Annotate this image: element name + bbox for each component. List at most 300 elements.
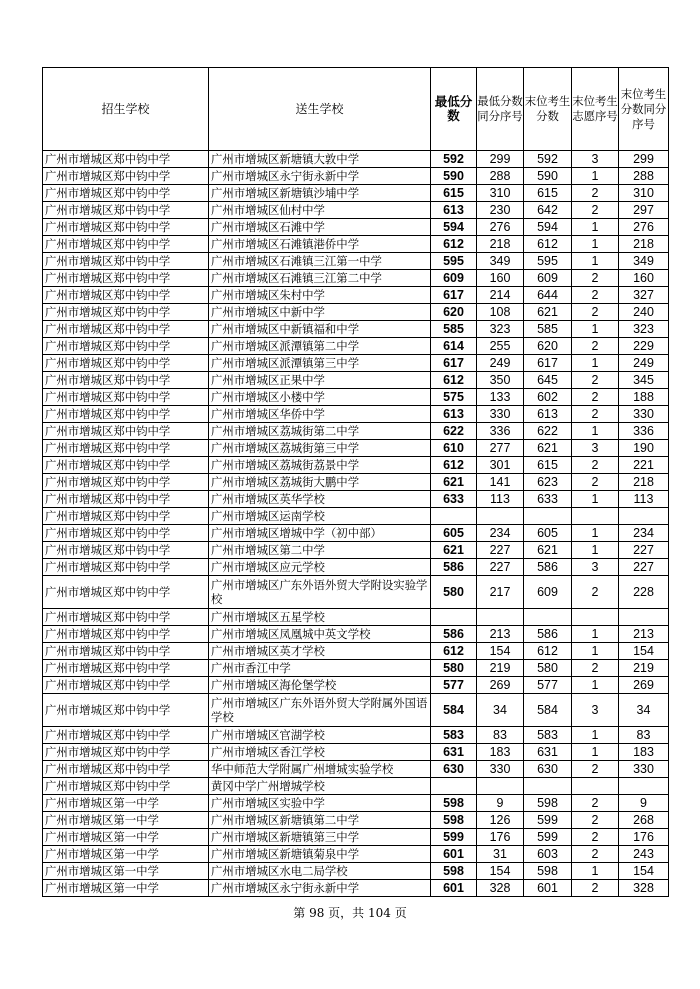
last-score-cell: 583 <box>524 727 572 744</box>
send-school-cell: 广州市增城区新塘镇沙埔中学 <box>209 185 431 202</box>
min-score-rank-cell: 276 <box>477 219 524 236</box>
send-school-cell: 广州市增城区华侨中学 <box>209 406 431 423</box>
last-same-rank-cell: 218 <box>619 474 669 491</box>
send-school-cell: 广州市增城区荔城街荔景中学 <box>209 457 431 474</box>
min-score-cell: 617 <box>431 355 477 372</box>
min-score-cell: 605 <box>431 525 477 542</box>
recruit-school-cell: 广州市增城区郑中钧中学 <box>43 287 209 304</box>
recruit-school-cell: 广州市增城区郑中钧中学 <box>43 643 209 660</box>
last-wish-rank-cell: 3 <box>572 440 619 457</box>
last-wish-rank-cell: 1 <box>572 423 619 440</box>
last-score-cell: 599 <box>524 829 572 846</box>
last-same-rank-cell: 83 <box>619 727 669 744</box>
last-wish-rank-cell: 2 <box>572 829 619 846</box>
min-score-cell: 598 <box>431 863 477 880</box>
last-same-rank-cell: 345 <box>619 372 669 389</box>
last-wish-rank-cell: 1 <box>572 677 619 694</box>
recruit-school-cell: 广州市增城区郑中钧中学 <box>43 761 209 778</box>
last-score-cell: 590 <box>524 168 572 185</box>
table-row <box>43 423 669 440</box>
last-score-cell: 599 <box>524 812 572 829</box>
min-score-rank-cell: 255 <box>477 338 524 355</box>
table-row <box>43 321 669 338</box>
min-score-rank-cell: 310 <box>477 185 524 202</box>
min-score-cell: 580 <box>431 660 477 677</box>
min-score-rank-cell: 83 <box>477 727 524 744</box>
last-score-cell: 644 <box>524 287 572 304</box>
send-school-cell: 广州市增城区正果中学 <box>209 372 431 389</box>
last-same-rank-cell: 288 <box>619 168 669 185</box>
last-same-rank-cell: 310 <box>619 185 669 202</box>
last-score-cell <box>524 508 572 525</box>
recruit-school-cell: 广州市增城区郑中钧中学 <box>43 338 209 355</box>
table-row <box>43 270 669 287</box>
min-score-cell: 612 <box>431 236 477 253</box>
send-school-cell: 广州市增城区新塘镇第三中学 <box>209 829 431 846</box>
last-score-cell: 586 <box>524 559 572 576</box>
send-school-cell: 广州市增城区凤凰城中英文学校 <box>209 626 431 643</box>
min-score-rank-cell: 301 <box>477 457 524 474</box>
recruit-school-cell: 广州市增城区郑中钧中学 <box>43 219 209 236</box>
send-school-cell: 广州市增城区石滩镇三江第二中学 <box>209 270 431 287</box>
recruit-school-cell: 广州市增城区郑中钧中学 <box>43 236 209 253</box>
last-same-rank-cell: 183 <box>619 744 669 761</box>
min-score-rank-cell: 323 <box>477 321 524 338</box>
last-same-rank-cell: 160 <box>619 270 669 287</box>
last-same-rank-cell: 299 <box>619 151 669 168</box>
last-wish-rank-cell: 2 <box>572 372 619 389</box>
last-wish-rank-cell: 2 <box>572 304 619 321</box>
min-score-rank-cell: 349 <box>477 253 524 270</box>
send-school-cell: 广州市增城区新塘镇大敦中学 <box>209 151 431 168</box>
recruit-school-cell: 广州市增城区郑中钧中学 <box>43 744 209 761</box>
last-same-rank-cell: 228 <box>619 576 669 609</box>
last-score-cell: 609 <box>524 576 572 609</box>
min-score-rank-cell: 230 <box>477 202 524 219</box>
last-same-rank-cell: 323 <box>619 321 669 338</box>
last-score-cell: 622 <box>524 423 572 440</box>
recruit-school-cell: 广州市增城区郑中钧中学 <box>43 389 209 406</box>
min-score-rank-cell: 249 <box>477 355 524 372</box>
send-school-cell: 广州市增城区永宁街永新中学 <box>209 168 431 185</box>
last-wish-rank-cell: 2 <box>572 474 619 491</box>
min-score-rank-cell: 213 <box>477 626 524 643</box>
min-score-cell: 583 <box>431 727 477 744</box>
table-row <box>43 406 669 423</box>
last-same-rank-cell: 240 <box>619 304 669 321</box>
last-same-rank-cell: 188 <box>619 389 669 406</box>
min-score-cell: 586 <box>431 559 477 576</box>
min-score-rank-cell: 350 <box>477 372 524 389</box>
last-same-rank-cell <box>619 609 669 626</box>
last-same-rank-cell: 268 <box>619 812 669 829</box>
table-row <box>43 626 669 643</box>
last-same-rank-cell: 249 <box>619 355 669 372</box>
send-school-cell: 广州市增城区新塘镇菊泉中学 <box>209 846 431 863</box>
send-school-cell: 广州市增城区派潭镇第二中学 <box>209 338 431 355</box>
send-school-cell: 广州市增城区水电二局学校 <box>209 863 431 880</box>
last-same-rank-cell: 227 <box>619 542 669 559</box>
table-row <box>43 372 669 389</box>
min-score-rank-cell: 113 <box>477 491 524 508</box>
min-score-rank-cell <box>477 508 524 525</box>
min-score-cell: 598 <box>431 812 477 829</box>
last-score-cell: 617 <box>524 355 572 372</box>
table-row <box>43 677 669 694</box>
min-score-rank-cell: 277 <box>477 440 524 457</box>
table-row <box>43 491 669 508</box>
min-score-rank-cell: 183 <box>477 744 524 761</box>
min-score-cell: 612 <box>431 457 477 474</box>
last-wish-rank-cell: 2 <box>572 406 619 423</box>
recruit-school-cell: 广州市增城区郑中钧中学 <box>43 508 209 525</box>
last-wish-rank-cell: 2 <box>572 576 619 609</box>
table-row <box>43 304 669 321</box>
last-same-rank-cell: 336 <box>619 423 669 440</box>
min-score-rank-cell: 269 <box>477 677 524 694</box>
min-score-cell: 614 <box>431 338 477 355</box>
last-same-rank-cell: 297 <box>619 202 669 219</box>
min-score-rank-cell: 234 <box>477 525 524 542</box>
last-same-rank-cell: 154 <box>619 863 669 880</box>
min-score-cell: 615 <box>431 185 477 202</box>
min-score-rank-cell <box>477 609 524 626</box>
min-score-cell: 620 <box>431 304 477 321</box>
send-school-cell: 广州市增城区香江学校 <box>209 744 431 761</box>
last-same-rank-cell: 330 <box>619 406 669 423</box>
min-score-rank-cell: 154 <box>477 863 524 880</box>
last-same-rank-cell <box>619 508 669 525</box>
recruit-school-cell: 广州市增城区郑中钧中学 <box>43 525 209 542</box>
last-score-cell: 584 <box>524 694 572 727</box>
last-same-rank-cell <box>619 778 669 795</box>
last-wish-rank-cell: 1 <box>572 168 619 185</box>
last-wish-rank-cell: 1 <box>572 542 619 559</box>
last-score-cell: 633 <box>524 491 572 508</box>
last-score-cell: 594 <box>524 219 572 236</box>
header-last-score: 末位考生分数 <box>524 68 572 151</box>
send-school-cell: 广州市增城区永宁街永新中学 <box>209 880 431 897</box>
last-wish-rank-cell: 3 <box>572 151 619 168</box>
last-wish-rank-cell <box>572 609 619 626</box>
min-score-rank-cell: 154 <box>477 643 524 660</box>
min-score-cell: 601 <box>431 880 477 897</box>
last-score-cell: 631 <box>524 744 572 761</box>
send-school-cell: 广州市增城区增城中学（初中部） <box>209 525 431 542</box>
last-wish-rank-cell: 1 <box>572 727 619 744</box>
min-score-rank-cell: 227 <box>477 559 524 576</box>
recruit-school-cell: 广州市增城区郑中钧中学 <box>43 559 209 576</box>
recruit-school-cell: 广州市增城区郑中钧中学 <box>43 321 209 338</box>
last-score-cell: 603 <box>524 846 572 863</box>
last-wish-rank-cell: 1 <box>572 643 619 660</box>
min-score-cell: 609 <box>431 270 477 287</box>
last-same-rank-cell: 218 <box>619 236 669 253</box>
min-score-cell: 621 <box>431 542 477 559</box>
recruit-school-cell: 广州市增城区郑中钧中学 <box>43 474 209 491</box>
last-score-cell: 623 <box>524 474 572 491</box>
header-min-score-rank: 最低分数同分序号 <box>477 68 524 151</box>
last-score-cell: 630 <box>524 761 572 778</box>
min-score-rank-cell: 9 <box>477 795 524 812</box>
last-wish-rank-cell: 2 <box>572 660 619 677</box>
last-score-cell: 601 <box>524 880 572 897</box>
recruit-school-cell: 广州市增城区第一中学 <box>43 880 209 897</box>
min-score-rank-cell: 336 <box>477 423 524 440</box>
last-score-cell: 645 <box>524 372 572 389</box>
last-score-cell <box>524 609 572 626</box>
last-same-rank-cell: 243 <box>619 846 669 863</box>
last-wish-rank-cell: 1 <box>572 626 619 643</box>
last-same-rank-cell: 328 <box>619 880 669 897</box>
recruit-school-cell: 广州市增城区郑中钧中学 <box>43 406 209 423</box>
min-score-rank-cell: 133 <box>477 389 524 406</box>
header-min-score: 最低分数 <box>431 68 477 151</box>
recruit-school-cell: 广州市增城区郑中钧中学 <box>43 576 209 609</box>
recruit-school-cell: 广州市增城区郑中钧中学 <box>43 457 209 474</box>
table-row <box>43 236 669 253</box>
min-score-cell: 592 <box>431 151 477 168</box>
send-school-cell: 广州市增城区小楼中学 <box>209 389 431 406</box>
send-school-cell: 广州市增城区实验中学 <box>209 795 431 812</box>
last-wish-rank-cell: 1 <box>572 253 619 270</box>
table-header-row <box>43 68 669 151</box>
send-school-cell: 广州市增城区五星学校 <box>209 609 431 626</box>
min-score-rank-cell: 141 <box>477 474 524 491</box>
min-score-cell: 633 <box>431 491 477 508</box>
send-school-cell: 广州市增城区石滩镇三江第一中学 <box>209 253 431 270</box>
send-school-cell: 广州市增城区荔城街第二中学 <box>209 423 431 440</box>
last-score-cell: 621 <box>524 542 572 559</box>
table-row <box>43 643 669 660</box>
min-score-rank-cell: 108 <box>477 304 524 321</box>
last-same-rank-cell: 113 <box>619 491 669 508</box>
table-row <box>43 525 669 542</box>
last-same-rank-cell: 276 <box>619 219 669 236</box>
table-row <box>43 202 669 219</box>
last-score-cell: 612 <box>524 236 572 253</box>
send-school-cell: 广州市增城区石滩镇港侨中学 <box>209 236 431 253</box>
min-score-rank-cell: 34 <box>477 694 524 727</box>
last-wish-rank-cell: 1 <box>572 525 619 542</box>
last-wish-rank-cell: 2 <box>572 880 619 897</box>
min-score-cell: 595 <box>431 253 477 270</box>
table-row <box>43 829 669 846</box>
table-row <box>43 355 669 372</box>
table-row <box>43 168 669 185</box>
header-recruit-school: 招生学校 <box>43 68 209 151</box>
min-score-rank-cell: 176 <box>477 829 524 846</box>
min-score-cell <box>431 508 477 525</box>
table-row <box>43 338 669 355</box>
min-score-cell: 622 <box>431 423 477 440</box>
last-wish-rank-cell: 1 <box>572 321 619 338</box>
last-score-cell: 620 <box>524 338 572 355</box>
table-row <box>43 727 669 744</box>
min-score-rank-cell: 218 <box>477 236 524 253</box>
table-row <box>43 744 669 761</box>
send-school-cell: 黄冈中学广州增城学校 <box>209 778 431 795</box>
min-score-cell: 584 <box>431 694 477 727</box>
last-score-cell: 598 <box>524 863 572 880</box>
last-wish-rank-cell <box>572 508 619 525</box>
min-score-cell: 612 <box>431 372 477 389</box>
recruit-school-cell: 广州市增城区第一中学 <box>43 863 209 880</box>
last-same-rank-cell: 330 <box>619 761 669 778</box>
last-wish-rank-cell: 2 <box>572 457 619 474</box>
min-score-cell: 598 <box>431 795 477 812</box>
last-same-rank-cell: 34 <box>619 694 669 727</box>
min-score-cell: 631 <box>431 744 477 761</box>
recruit-school-cell: 广州市增城区郑中钧中学 <box>43 491 209 508</box>
min-score-rank-cell: 126 <box>477 812 524 829</box>
recruit-school-cell: 广州市增城区郑中钧中学 <box>43 660 209 677</box>
min-score-cell: 613 <box>431 406 477 423</box>
min-score-cell: 617 <box>431 287 477 304</box>
min-score-cell: 601 <box>431 846 477 863</box>
last-wish-rank-cell: 1 <box>572 744 619 761</box>
recruit-school-cell: 广州市增城区郑中钧中学 <box>43 304 209 321</box>
send-school-cell: 广州市香江中学 <box>209 660 431 677</box>
recruit-school-cell: 广州市增城区郑中钧中学 <box>43 542 209 559</box>
min-score-cell: 577 <box>431 677 477 694</box>
header-send-school: 送生学校 <box>209 68 431 151</box>
last-score-cell: 615 <box>524 185 572 202</box>
last-wish-rank-cell: 1 <box>572 863 619 880</box>
min-score-cell <box>431 778 477 795</box>
last-wish-rank-cell: 2 <box>572 338 619 355</box>
last-same-rank-cell: 229 <box>619 338 669 355</box>
recruit-school-cell: 广州市增城区郑中钧中学 <box>43 423 209 440</box>
min-score-rank-cell: 330 <box>477 761 524 778</box>
last-score-cell: 605 <box>524 525 572 542</box>
table-row <box>43 660 669 677</box>
recruit-school-cell: 广州市增城区郑中钧中学 <box>43 270 209 287</box>
recruit-school-cell: 广州市增城区第一中学 <box>43 829 209 846</box>
send-school-cell: 广州市增城区中新中学 <box>209 304 431 321</box>
min-score-cell: 599 <box>431 829 477 846</box>
last-same-rank-cell: 349 <box>619 253 669 270</box>
min-score-rank-cell: 31 <box>477 846 524 863</box>
last-same-rank-cell: 213 <box>619 626 669 643</box>
last-same-rank-cell: 221 <box>619 457 669 474</box>
min-score-cell: 575 <box>431 389 477 406</box>
min-score-cell: 621 <box>431 474 477 491</box>
send-school-cell: 广州市增城区仙村中学 <box>209 202 431 219</box>
table-row <box>43 185 669 202</box>
last-score-cell: 602 <box>524 389 572 406</box>
last-wish-rank-cell: 2 <box>572 761 619 778</box>
last-score-cell: 595 <box>524 253 572 270</box>
last-score-cell: 613 <box>524 406 572 423</box>
recruit-school-cell: 广州市增城区第一中学 <box>43 846 209 863</box>
last-wish-rank-cell: 2 <box>572 846 619 863</box>
last-wish-rank-cell: 2 <box>572 795 619 812</box>
min-score-rank-cell: 217 <box>477 576 524 609</box>
send-school-cell: 广州市增城区石滩中学 <box>209 219 431 236</box>
last-wish-rank-cell: 1 <box>572 355 619 372</box>
last-same-rank-cell: 234 <box>619 525 669 542</box>
min-score-cell: 594 <box>431 219 477 236</box>
last-wish-rank-cell: 2 <box>572 812 619 829</box>
recruit-school-cell: 广州市增城区第一中学 <box>43 795 209 812</box>
table-row <box>43 440 669 457</box>
send-school-cell: 广州市增城区中新镇福和中学 <box>209 321 431 338</box>
min-score-rank-cell: 160 <box>477 270 524 287</box>
min-score-rank-cell: 227 <box>477 542 524 559</box>
last-score-cell: 585 <box>524 321 572 338</box>
min-score-cell: 586 <box>431 626 477 643</box>
min-score-cell <box>431 609 477 626</box>
last-same-rank-cell: 227 <box>619 559 669 576</box>
last-score-cell: 609 <box>524 270 572 287</box>
last-score-cell: 621 <box>524 440 572 457</box>
send-school-cell: 广州市增城区英华学校 <box>209 491 431 508</box>
recruit-school-cell: 广州市增城区郑中钧中学 <box>43 727 209 744</box>
last-wish-rank-cell: 1 <box>572 491 619 508</box>
last-score-cell: 642 <box>524 202 572 219</box>
table-row <box>43 880 669 897</box>
recruit-school-cell: 广州市增城区郑中钧中学 <box>43 778 209 795</box>
last-wish-rank-cell <box>572 778 619 795</box>
send-school-cell: 广州市增城区新塘镇第二中学 <box>209 812 431 829</box>
table-row <box>43 542 669 559</box>
min-score-cell: 580 <box>431 576 477 609</box>
send-school-cell: 广州市增城区荔城街第三中学 <box>209 440 431 457</box>
min-score-rank-cell: 328 <box>477 880 524 897</box>
send-school-cell: 广州市增城区应元学校 <box>209 559 431 576</box>
table-row <box>43 508 669 525</box>
min-score-cell: 630 <box>431 761 477 778</box>
recruit-school-cell: 广州市增城区郑中钧中学 <box>43 168 209 185</box>
recruit-school-cell: 广州市增城区郑中钧中学 <box>43 185 209 202</box>
last-wish-rank-cell: 3 <box>572 694 619 727</box>
table-row <box>43 389 669 406</box>
last-same-rank-cell: 176 <box>619 829 669 846</box>
last-score-cell: 580 <box>524 660 572 677</box>
page-footer: 第 98 页，共 104 页 <box>293 906 407 920</box>
min-score-cell: 613 <box>431 202 477 219</box>
min-score-rank-cell: 299 <box>477 151 524 168</box>
table-row <box>43 863 669 880</box>
send-school-cell: 广州市增城区第二中学 <box>209 542 431 559</box>
table-row <box>43 151 669 168</box>
table-row <box>43 761 669 778</box>
header-last-same-rank: 末位考生分数同分序号 <box>619 68 669 151</box>
last-same-rank-cell: 154 <box>619 643 669 660</box>
recruit-school-cell: 广州市增城区郑中钧中学 <box>43 677 209 694</box>
send-school-cell: 广州市增城区广东外语外贸大学附属外国语学校 <box>209 694 431 727</box>
last-wish-rank-cell: 2 <box>572 270 619 287</box>
recruit-school-cell: 广州市增城区郑中钧中学 <box>43 372 209 389</box>
last-score-cell: 612 <box>524 643 572 660</box>
send-school-cell: 广州市增城区官湖学校 <box>209 727 431 744</box>
table-row <box>43 694 669 727</box>
last-same-rank-cell: 327 <box>619 287 669 304</box>
recruit-school-cell: 广州市增城区郑中钧中学 <box>43 253 209 270</box>
last-same-rank-cell: 190 <box>619 440 669 457</box>
last-score-cell: 586 <box>524 626 572 643</box>
table-row <box>43 778 669 795</box>
recruit-school-cell: 广州市增城区郑中钧中学 <box>43 151 209 168</box>
min-score-cell: 585 <box>431 321 477 338</box>
last-score-cell: 621 <box>524 304 572 321</box>
table-row <box>43 474 669 491</box>
min-score-cell: 590 <box>431 168 477 185</box>
recruit-school-cell: 广州市增城区第一中学 <box>43 812 209 829</box>
last-wish-rank-cell: 3 <box>572 559 619 576</box>
recruit-school-cell: 广州市增城区郑中钧中学 <box>43 202 209 219</box>
